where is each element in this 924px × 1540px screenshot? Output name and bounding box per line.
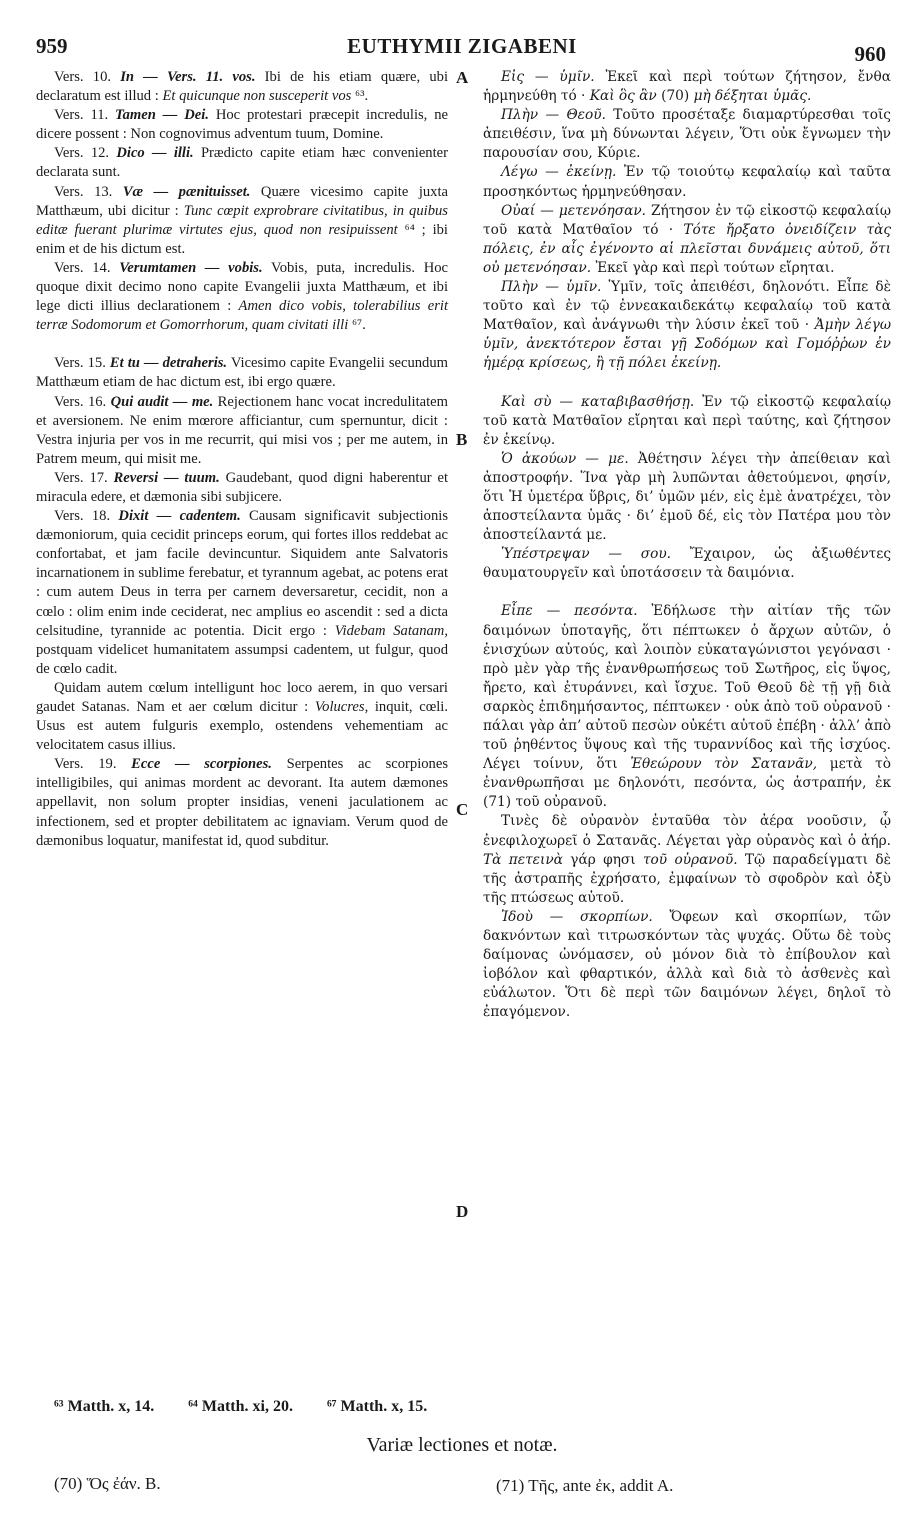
commentary-text: inquit, cœli. Usus est autem fulguris exemplo, ostendens vehementiam ac velocitatem casus illius. — [36, 699, 448, 754]
margin-letter-a: A — [456, 68, 469, 87]
commentary-text: Serpentes ac scorpiones intelligibiles, qui animas mordent ac devorant. Ita autem dæmones appellavit, non solum propter insidias, veneni jaculationem ac infectionem, sed et propter debilitatem ac ignaviam. Verum quod de dæmonibus loquatur, manifestat id, quod subditur. — [36, 756, 448, 849]
commentary-text: (70) — [656, 88, 694, 105]
latin-paragraph — [36, 679, 448, 755]
scripture-quote: Ἐθεώρουν τὸν Σατανᾶν, — [630, 756, 818, 773]
margin-letter-d: D — [456, 1202, 469, 1221]
commentary-text: Ἐδήλωσε τὴν αἰτίαν τῆς τῶν δαιμόνων ὑποταγῆς, ὅτι πέπτωκεν ὁ ἄρχων αὐτῶν, ὁ ἐνισχύων αὐτούς, καὶ λοιπὸν εὐκαταγώνιστοι γεγόνασι · πρὸ μὲν γὰρ τῆς ἐνανθρωπήσεως τοῦ Σωτῆρος, εἰς ὕψος, ἤρετο, καὶ ἐτυράννει, καὶ ἴσχυε. Τοῦ Θεοῦ δὲ τῇ γῇ διὰ σαρκὸς ἐπιδημήσαντος, πέπτωκεν · οὐκ ἀπὸ τοῦ οὐρανοῦ · πάλαι γὰρ ἀπ’ αὐτοῦ πεσὼν οὐκέτι αὐτοῦ ἐπέβη · ἀλλ’ ἀπὸ τοῦ ῥηθέντος ὕψους καὶ τῆς τυραννίδος καὶ τῆς ἰσχύος. Λέγει τοίνυν, ὅτι — [483, 603, 891, 773]
lemma: Dixit — cadentem. — [118, 508, 241, 525]
commentary-text: Ἔχαιρον, ὡς ἀξιωθέντες θαυματουργεῖν καὶ ὑποτάσσειν τὰ δαιμόνια. — [483, 546, 892, 582]
footnote: ⁶⁴ Matth. xi, 20. — [188, 1398, 293, 1415]
verse-ref: Vers. 14. — [54, 259, 120, 276]
commentary-text: Τοῦτο προσέταξε διαμαρτύρεσθαι τοῖς ἀπειθέσιν, ἵνα μὴ δύνωνται λέγειν, Ὅτι οὐκ ἔγνωμεν τὴν παρουσίαν σου, Κύριε. — [483, 107, 891, 162]
lemma: Οὐαί — μετενόησαν. — [501, 202, 646, 219]
verse-ref: Vers. 10. — [54, 69, 121, 85]
scripture-quote: μὴ δέξηται ὑμᾶς. — [693, 88, 812, 105]
scripture-quote: Τὰ πετεινὰ — [483, 851, 563, 868]
lemma: Λέγω — ἐκείνῃ. — [501, 164, 617, 181]
greek-paragraph — [483, 450, 891, 545]
lemma: Dico — illi. — [116, 145, 194, 162]
commentary-text: Ibi de his etiam quære, ubi declaratum est illud : — [36, 69, 448, 105]
lemma: Verumtamen — vobis. — [119, 259, 263, 276]
lemma: Ἰδοὺ — σκορπίων. — [501, 908, 653, 925]
lemma: Εἶπε — πεσόντα. — [501, 603, 638, 620]
greek-paragraph — [483, 278, 891, 373]
lemma: Ecce — scorpiones. — [131, 756, 272, 773]
latin-paragraph — [36, 259, 448, 335]
greek-paragraph — [483, 602, 891, 812]
commentary-text: μετὰ τὸ ἐνανθρωπῆσαι με δηλονότι, πεσόντα, ὡς ἀστραπήν, ἐκ (71) τοῦ οὐρανοῦ. — [483, 756, 891, 811]
commentary-text: Vicesimo capite Evangelii secundum Matthæum etiam de hac dictum est, ibi ergo quære. — [36, 355, 448, 391]
scripture-quote: Volucres, — [314, 699, 369, 715]
verse-ref: Vers. 13. — [54, 183, 123, 200]
scripture-quote: Καὶ ὃς ἂν — [589, 88, 657, 105]
commentary-text: Quære vicesimo capite juxta Matthæum, ubi dicitur : — [36, 183, 449, 219]
verse-ref: Vers. 12. — [54, 145, 117, 162]
footnote: ⁶⁷ Matth. x, 15. — [326, 1398, 428, 1415]
latin-paragraph — [36, 755, 448, 850]
lemma: Væ — pænituisset. — [122, 183, 251, 200]
commentary-text: Vobis, puta, incredulis. Hoc quoque dixit decimo nono capite Evangelii juxta Matthæum, et ibi lege dicti illius declarationem : — [36, 259, 449, 315]
latin-paragraph — [36, 507, 448, 679]
lemma: Et tu — detraheris. — [109, 355, 228, 372]
scripture-quote: Amen dico vobis, tolerabilius erit terræ Sodomorum et Gomorrhorum, quam civitati illi — [36, 298, 449, 334]
greek-paragraph — [483, 812, 891, 907]
scripture-quote: Τότε ἤρξατο ὀνειδίζειν τὰς πόλεις, ἐν αἷς ἐγένοντο αἱ πλεῖσται δυνάμεις αὐτοῦ, ὅτι οὐ μετενόησαν. — [483, 221, 891, 276]
commentary-text: Τῷ παραδείγματι δὲ τῆς ἀστραπῆς ἐχρήσατο, ἐμφαίνων τὸ σφοδρὸν καὶ ὀξὺ τῆς πτώσεως αὐτοῦ. — [483, 851, 891, 906]
variant-note-71: (71) Τῆς, ante ἐκ, addit A. — [496, 1476, 674, 1495]
verse-ref: Vers. 11. — [54, 107, 116, 124]
commentary-text: Gaudebant, quod digni haberentur et miracula edere, et dæmonia sibi subjicere. — [36, 469, 449, 505]
latin-paragraph — [36, 68, 448, 106]
commentary-text: γάρ φησι — [562, 851, 643, 868]
verse-ref: Vers. 16. — [54, 393, 111, 410]
margin-letter-c: C — [456, 800, 469, 819]
footnotes — [54, 1398, 427, 1416]
greek-paragraph — [483, 202, 891, 278]
latin-paragraph — [36, 144, 448, 182]
scripture-quote: Ἀμὴν λέγω ὑμῖν, ἀνεκτότερον ἔσται γῇ Σοδόμων καὶ Γομόῤῥων ἐν ἡμέρᾳ κρίσεως, ἢ τῇ πόλει ἐκείνῃ. — [483, 317, 891, 372]
latin-column — [36, 68, 448, 851]
scripture-quote: τοῦ οὐρανοῦ. — [642, 851, 738, 868]
latin-paragraph — [36, 354, 448, 392]
commentary-text: Rejectionem hanc vocat incredulitatem et aversionem. Ne enim mœrore afficiantur, cum spernuntur, dicit : Vestra injuria per vos in me recurrit, qui misi vos ; per me autem, in Patrem meum, qui misit me. — [36, 393, 448, 467]
page-number-left: 959 — [36, 34, 68, 58]
variant-note-70: (70) Ὅς ἐάν. B. — [54, 1474, 161, 1493]
lemma: Πλὴν — Θεοῦ. — [501, 107, 606, 124]
commentary-text: ⁶⁴ ; ibi enim et de his dictum est. — [36, 221, 448, 257]
running-title: EUTHYMII ZIGABENI — [347, 34, 577, 58]
greek-column — [483, 68, 891, 1023]
lemma: In — Vers. 11. vos. — [120, 69, 256, 85]
scripture-quote: Tunc cœpit exprobrare civitatibus, in quibus editæ fuerant plurimæ virtutes ejus, quod non resipuissent — [36, 202, 448, 238]
variae-lectiones-title: Variæ lectiones et notæ. — [366, 1434, 558, 1456]
commentary-text: Ἐν τῷ εἰκοστῷ κεφαλαίῳ τοῦ κατὰ Ματθαῖον εἴρηται καὶ περὶ ταύτης, καὶ ζήτησον ἐν ἐκείνῳ. — [483, 393, 891, 448]
lemma: Πλὴν — ὑμῖν. — [501, 279, 602, 296]
lemma: Reversi — tuum. — [113, 469, 220, 486]
commentary-text: Ἀθέτησιν λέγει τὴν ἀπείθειαν καὶ ἀποστροφήν. Ἵνα γὰρ μὴ λυπῶνται ἀθετούμενοι, φησίν, ὅτι Ἡ ὑμετέρα ὕβρις, δι’ ὑμῶν μέν, εἰς ἐμὲ ἀνατρέχει, τὸν ἀποστείλαντα ὑμᾶς · δι’ ἐμοῦ δέ, εἰς τὸν Πατέρα μου τὸν ἀποστείλαντά με. — [483, 450, 891, 544]
scripture-quote: Et quicunque non susceperit vos — [162, 88, 352, 105]
commentary-text: Ἐν τῷ τοιούτῳ κεφαλαίῳ καὶ ταῦτα προσηκόντως ἡρμηνεύθησαν. — [483, 164, 891, 200]
commentary-text: Ὑμῖν, τοῖς ἀπειθέσι, δηλονότι. Εἶπε δὲ τοῦτο καὶ ἐν τῷ ἐννεακαιδεκάτῳ κεφαλαίῳ τοῦ κατὰ Ματθαῖον, καὶ ἀνάγνωθι τὴν λύσιν ἐκεῖ τοῦ · — [483, 279, 891, 334]
commentary-text: Hoc protestari præcepit incredulis, ne dicere possent : Non cognovimus adventum tuum, Domine. — [36, 107, 448, 143]
verse-ref: Vers. 15. — [54, 355, 110, 372]
lemma: Tamen — Dei. — [115, 107, 209, 124]
lemma: Εἰς — ὑμῖν. — [501, 69, 595, 85]
greek-paragraph — [483, 163, 891, 201]
verse-ref: Vers. 17. — [54, 469, 114, 486]
greek-paragraph — [483, 908, 891, 1023]
commentary-text: ⁶³. — [351, 88, 369, 105]
latin-paragraph — [36, 469, 448, 507]
greek-paragraph — [483, 545, 891, 583]
commentary-text: Ἐκεῖ καὶ περὶ τούτων ζήτησον, ἔνθα ἡρμηνεύθη τό · — [483, 69, 891, 105]
commentary-text: ⁶⁷. — [348, 317, 366, 334]
commentary-text: Quidam autem cœlum intelligunt hoc loco aerem, in quo versari gaudet Satanas. Nam et aer cœlum dicitur : — [36, 679, 448, 715]
margin-letter-b: B — [456, 430, 468, 449]
latin-paragraph — [36, 393, 448, 469]
verse-ref: Vers. 18. — [54, 508, 119, 525]
latin-paragraph — [36, 183, 448, 259]
commentary-text: postquam videlicet humanitatem assumpsi cadentem, ut fulgur, quod de cœlo cadit. — [36, 641, 448, 677]
commentary-text: Τινὲς δὲ οὐρανὸν ἐνταῦθα τὸν ἀέρα νοοῦσιν, ᾧ ἐνεφιλοχωρεῖ ὁ Σατανᾶς. Λέγεται γὰρ οὐρανὸς καὶ ὁ ἀήρ. — [483, 813, 891, 849]
commentary-text: Causam significavit subjectionis dæmoniorum, quia cecidit princeps eorum, qui fortes illos reddebat ac confortabat, et jam facile devincuntur. Siquidem ante Salvatoris incarnationem in sublime ferebatur, et tyrannum agebat, ac potens erat : cum autem Deus in terra per carnem deversaretur, cecidit, non a cœlo : olim enim inde ceciderat, nec amplius eo ascendit : sed a dicta celsitudine, tyrannide ac potentia. Dicit ergo : — [36, 508, 449, 639]
greek-paragraph — [483, 68, 891, 106]
verse-ref: Vers. 19. — [54, 756, 132, 773]
latin-paragraph — [36, 106, 448, 144]
greek-paragraph — [483, 393, 891, 450]
page-number-right: 960 — [854, 42, 886, 66]
lemma: Qui audit — me. — [110, 393, 214, 410]
lemma: Ὑπέστρεψαν — σου. — [501, 546, 672, 563]
scripture-quote: Videbam Satanam, — [334, 622, 448, 639]
commentary-text: Ὄφεων καὶ σκορπίων, τῶν δακνόντων καὶ τιτρωσκόντων τὰς ψυχάς. Οὕτω δὲ τοὺς δαίμονας ὠνόμασεν, οὐ μόνον διὰ τὸ ἐπίβουλον καὶ ἰοβόλον καὶ φθαρτικόν, ἀλλὰ καὶ διὰ τὸ ἀσθενὲς καὶ εὐάλωτον. Ὅτι δὲ περὶ τῶν δαιμόνων λέγει, δηλοῖ τὸ ἐπαγόμενον. — [483, 908, 891, 1021]
commentary-text: Prædicto capite etiam hæc convenienter declarata sunt. — [36, 145, 448, 181]
commentary-text: Ζήτησον ἐν τῷ εἰκοστῷ κεφαλαίῳ τοῦ κατὰ Ματθαῖον τό · — [483, 202, 891, 238]
footnote: ⁶³ Matth. x, 14. — [54, 1398, 155, 1415]
greek-paragraph — [483, 106, 891, 163]
lemma: Ὁ ἀκούων — με. — [501, 450, 629, 467]
commentary-text: Ἐκεῖ γὰρ καὶ περὶ τούτων εἴρηται. — [591, 259, 835, 276]
lemma: Καὶ σὺ — καταβιβασθήσῃ. — [501, 393, 695, 410]
